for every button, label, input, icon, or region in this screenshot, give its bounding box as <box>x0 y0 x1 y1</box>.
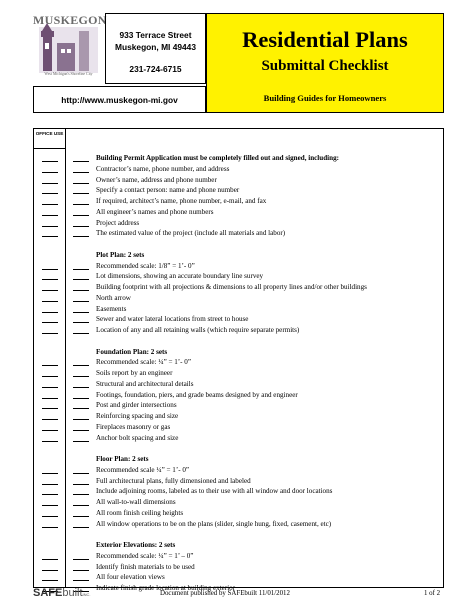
applicant-checkbox-line[interactable] <box>73 228 89 237</box>
brand-inc: INC. <box>82 592 91 597</box>
office-use-checkbox-line[interactable] <box>42 551 58 560</box>
guide-label: Building Guides for Homeowners <box>263 93 387 103</box>
office-use-checkbox-line[interactable] <box>42 314 58 323</box>
applicant-checkbox-line[interactable] <box>73 357 89 366</box>
office-use-header: OFFICE USE <box>35 131 64 136</box>
checklist-item-text: If required, architect’s name, phone number, e-mail, and fax <box>96 197 267 205</box>
office-use-checkbox-line[interactable] <box>42 465 58 474</box>
brand-safe: SAFE <box>33 587 63 599</box>
checklist-item-text: Specify a contact person: name and phone number <box>96 186 240 195</box>
office-use-checkbox-line[interactable] <box>42 175 58 184</box>
checklist-item-text: Reinforcing spacing and size <box>96 412 179 420</box>
office-use-checkbox-line[interactable] <box>42 261 58 270</box>
office-use-checkbox-line[interactable] <box>42 185 58 194</box>
office-use-checkbox-line[interactable] <box>42 508 58 517</box>
applicant-checkbox-line[interactable] <box>73 271 89 280</box>
checklist-item-text: Recommended scale: 1/8” = 1’- 0” <box>96 261 195 270</box>
website-url[interactable]: http://www.muskegon-mi.gov <box>33 86 206 113</box>
section-heading: Building Permit Application must be completely filled out and signed, including: <box>96 154 339 162</box>
office-use-checkbox-line[interactable] <box>42 562 58 571</box>
checklist-item-text: Sewer and water lateral locations from street to house <box>96 315 249 324</box>
applicant-checkbox-line[interactable] <box>73 196 89 205</box>
page-number: 1 of 2 <box>424 590 441 597</box>
office-use-checkbox-line[interactable] <box>42 572 58 581</box>
applicant-checkbox-line[interactable] <box>73 476 89 485</box>
office-use-checkbox-line[interactable] <box>42 379 58 388</box>
applicant-checkbox-line[interactable] <box>73 185 89 194</box>
checklist-item-text: Identify finish materials to be used <box>96 562 195 571</box>
applicant-checkbox-line[interactable] <box>73 153 89 162</box>
checklist-item-text: The estimated value of the project (include all materials and labor) <box>96 229 286 238</box>
applicant-checkbox-line[interactable] <box>73 261 89 270</box>
checklist-item-text: Anchor bolt spacing and size <box>96 433 179 442</box>
checklist-item-text: Recommended scale: ¼” = 1’ – 0” <box>96 551 194 560</box>
applicant-checkbox-line[interactable] <box>73 508 89 517</box>
applicant-checkbox-line[interactable] <box>73 551 89 560</box>
office-use-checkbox-line[interactable] <box>42 519 58 528</box>
office-use-checkbox-line[interactable] <box>42 325 58 334</box>
office-use-checkbox-line[interactable] <box>42 486 58 495</box>
applicant-checkbox-line[interactable] <box>73 497 89 506</box>
checklist-table <box>33 128 444 592</box>
applicant-checkbox-line[interactable] <box>73 325 89 334</box>
office-use-checkbox-line[interactable] <box>42 153 58 162</box>
logo-wordmark: MUSKEGON <box>33 13 107 27</box>
applicant-checkbox-line[interactable] <box>73 390 89 399</box>
section-heading: Foundation Plan: 2 sets <box>96 347 168 356</box>
checklist-item-text: Contractor’s name, phone number, and address <box>96 164 230 173</box>
checklist-item-text: All engineer’s names and phone numbers <box>96 207 214 216</box>
office-use-checkbox-line[interactable] <box>42 368 58 377</box>
checklist-item-text: North arrow <box>96 293 131 302</box>
office-use-checkbox-line[interactable] <box>42 411 58 420</box>
address-block <box>105 13 206 84</box>
checklist-item-text: Full architectural plans, fully dimensioned and labeled <box>96 476 251 485</box>
checklist-item-text: All wall-to-wall dimensions <box>96 498 176 506</box>
applicant-checkbox-line[interactable] <box>73 314 89 323</box>
safebuilt-logo <box>33 587 91 599</box>
office-use-checkbox-line[interactable] <box>42 304 58 313</box>
office-use-checkbox-line[interactable] <box>42 400 58 409</box>
checklist-item-text: All room finish ceiling heights <box>96 508 184 517</box>
office-use-checkbox-line[interactable] <box>42 207 58 216</box>
applicant-checkbox-line[interactable] <box>73 572 89 581</box>
office-use-checkbox-line[interactable] <box>42 218 58 227</box>
checklist-item-text: Indicate finish grade location at building exterior <box>96 584 236 592</box>
published-note: Document published by SAFEbuilt 11/01/2012 <box>160 590 290 597</box>
logo-tagline: West Michigan's Shoreline City <box>44 72 93 76</box>
checklist-item-text: Recommended scale: ¼” = 1’- 0” <box>96 358 192 367</box>
office-use-checkbox-line[interactable] <box>42 497 58 506</box>
applicant-checkbox-line[interactable] <box>73 562 89 571</box>
office-use-checkbox-line[interactable] <box>42 164 58 173</box>
applicant-checkbox-line[interactable] <box>73 465 89 474</box>
applicant-checkbox-line[interactable] <box>73 175 89 184</box>
applicant-checkbox-line[interactable] <box>73 304 89 313</box>
office-use-checkbox-line[interactable] <box>42 357 58 366</box>
office-use-checkbox-line[interactable] <box>42 228 58 237</box>
checklist-item-text: Easements <box>96 304 127 313</box>
checklist-item-text: Project address <box>96 218 140 227</box>
applicant-checkbox-line[interactable] <box>73 411 89 420</box>
applicant-checkbox-line[interactable] <box>73 400 89 409</box>
checklist-item-text: Footings, foundation, piers, and grade beams designed by and engineer <box>96 390 298 399</box>
applicant-checkbox-line[interactable] <box>73 368 89 377</box>
applicant-checkbox-line[interactable] <box>73 293 89 302</box>
checklist-item-text: Recommended scale ¼” = 1’- 0” <box>96 465 190 474</box>
office-use-checkbox-line[interactable] <box>42 196 58 205</box>
checklist-item-text: Include adjoining rooms, labeled as to their use with all window and door locations <box>96 487 333 496</box>
office-use-checkbox-line[interactable] <box>42 433 58 442</box>
applicant-checkbox-line[interactable] <box>73 519 89 528</box>
office-use-checkbox-line[interactable] <box>42 293 58 302</box>
checklist-item-text: Building footprint with all projections & dimensions to all property lines and/or other buildings <box>96 283 367 291</box>
checklist-item-text: All four elevation views <box>96 573 165 582</box>
section-heading: Plot Plan: 2 sets <box>96 250 145 259</box>
checklist-item-text: Lot dimensions, showing an accurate boundary line survey <box>96 272 264 281</box>
office-use-checkbox-line[interactable] <box>42 282 58 291</box>
checklist-item-text: Fireplaces masonry or gas <box>96 422 171 431</box>
page-subtitle: Submittal Checklist <box>261 58 389 74</box>
applicant-checkbox-line[interactable] <box>73 164 89 173</box>
checklist-item-text: Location of any and all retaining walls (which require separate permits) <box>96 326 300 334</box>
brand-built: built <box>62 587 83 599</box>
applicant-checkbox-line[interactable] <box>73 422 89 431</box>
applicant-checkbox-line[interactable] <box>73 379 89 388</box>
checklist-item-text: All window operations to be on the plans (slider, single hung, fixed, casement, etc) <box>96 519 332 528</box>
title-banner <box>206 13 444 113</box>
section-heading: Exterior Elevations: 2 sets <box>96 541 176 549</box>
office-use-checkbox-line[interactable] <box>42 271 58 280</box>
office-use-checkbox-line[interactable] <box>42 390 58 399</box>
checklist-item-text: Structural and architectural details <box>96 379 194 388</box>
section-heading: Floor Plan: 2 sets <box>96 455 149 463</box>
applicant-checkbox-line[interactable] <box>73 282 89 291</box>
office-use-checkbox-line[interactable] <box>42 476 58 485</box>
street-address: 933 Terrace Street <box>119 30 192 40</box>
checklist-item-text: Owner’s name, address and phone number <box>96 175 217 184</box>
applicant-checkbox-line[interactable] <box>73 218 89 227</box>
page-title: Residential Plans <box>242 27 408 52</box>
applicant-checkbox-line[interactable] <box>73 486 89 495</box>
checklist-item-text: Soils report by an engineer <box>96 369 173 377</box>
phone-number: 231-724-6715 <box>129 64 182 74</box>
applicant-checkbox-line[interactable] <box>73 207 89 216</box>
applicant-checkbox-line[interactable] <box>73 433 89 442</box>
office-use-checkbox-line[interactable] <box>42 422 58 431</box>
checklist-item-text: Post and girder intersections <box>96 401 177 410</box>
city-state-zip: Muskegon, MI 49443 <box>115 42 196 52</box>
